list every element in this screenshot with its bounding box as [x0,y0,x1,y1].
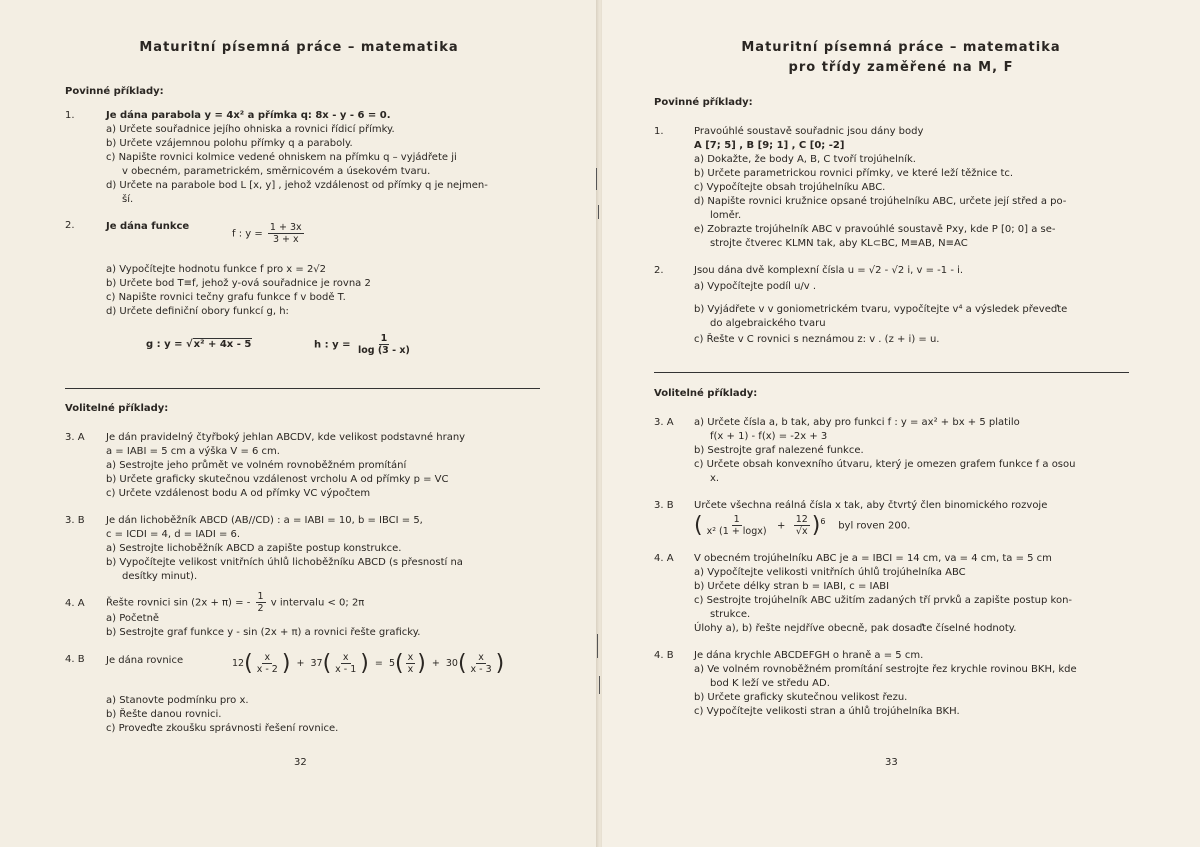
margin-mark [599,676,600,694]
exercise-line: f(x + 1) - f(x) = -2x + 3 [710,431,828,442]
exercise-line: a) Stanovte podmínku pro x. [106,695,249,706]
exercise-line: Je dána funkce [106,221,190,232]
exercise-line: a) Vypočítejte velikosti vnitřních úhlů trojúhelníka ABC [694,567,966,578]
exercise-line: b) Určete vzájemnou polohu přímky q a paraboly. [106,138,353,149]
exercise-line: loměr. [710,210,742,221]
exercise-line: desítky minut). [122,571,198,582]
exercise-line: b) Určete délky stran b = IABI, c = IABI [694,581,890,592]
equation-text: Řešte rovnici sin (2x + π) = - [106,597,251,609]
section-divider [65,388,540,389]
exercise-number: 1. [654,126,664,137]
optional-heading: Volitelné příklady: [654,388,758,399]
equation-text: byl roven 200. [838,520,911,532]
exercise-line: a) Početně [106,613,160,624]
exercise-line: a) Dokažte, že body A, B, C tvoří trojúhelník. [694,154,916,165]
page-subtitle: pro třídy zaměřené na M, F [788,60,1014,75]
exercise-line: c) Proveďte zkoušku správnosti řešení rovnice. [106,723,339,734]
exercise-line [106,591,364,614]
fraction-denominator: √x [795,526,808,537]
fraction-numerator: x [478,652,484,663]
exercise-line: b) Vypočítejte velikost vnitřních úhlů lichoběžníku ABCD (s přesností na [106,557,463,568]
fraction-denominator: x² (1 + logx) [706,526,767,537]
exercise-line: c) Vypočítejte obsah trojúhelníku ABC. [694,182,886,193]
left-page [0,0,598,847]
exercise-line: Je dán lichoběžník ABCD (AB//CD) : a = IABI = 10, b = IBCI = 5, [106,515,423,526]
exercise-line: do algebraického tvaru [710,318,826,329]
exercise-line: ší. [122,194,134,205]
binomial-expression: ( $\frac{1}{\text{x² (1 + logx)}}$ + $\frac{12}{√x}$ )$^6$ byl roven 200. [694,513,911,538]
exercise-line: strojte čtverec KLMN tak, aby KL⊂BC, M≡AB, N≡AC [710,238,968,249]
fraction-numerator: 1 + 3x [269,222,302,233]
page-title: Maturitní písemná práce – matematika [139,40,459,55]
exercise-line: a) Sestrojte jeho průmět ve volném rovnoběžném promítání [106,460,407,471]
exercise-line: a) Sestrojte lichoběžník ABCD a zapište postup konstrukce. [106,543,402,554]
radicand: x² + 4x - 5 [193,339,252,350]
exercise-line: a = IABI = 5 cm a výška V = 6 cm. [106,446,280,457]
exercise-line: c) Napište rovnici tečny grafu funkce f v bodě T. [106,292,346,303]
exercise-line: Je dána rovnice [106,655,184,666]
exercise-line: d) Určete definiční obory funkcí g, h: [106,306,289,317]
formula-prefix: f : y = [232,228,263,240]
exercise-line: b) Určete graficky skutečnou vzdálenost vrcholu A od přímky p = VC [106,474,449,485]
coefficient: 12 [232,658,245,669]
formula-h [314,333,414,356]
fraction-numerator: 1 [257,591,264,602]
exercise-line: b) Sestrojte graf nalezené funkce. [694,445,864,456]
formula-prefix: g : y = [146,339,183,350]
fraction-numerator: x [342,652,349,663]
exercise-line: a) Ve volném rovnoběžném promítání sestrojte řez krychle rovinou BKH, kde [694,664,1077,675]
fraction-numerator: x [264,652,271,663]
exercise-line: b) Sestrojte graf funkce y - sin (2x + π) a rovnici řešte graficky. [106,627,421,638]
exercise-line: Je dán pravidelný čtyřboký jehlan ABCDV, kde velikost podstavné hrany [106,432,466,443]
exercise-line: c) Řešte v C rovnici s neznámou z: v . (z + i) = u. [694,334,940,345]
exercise-line: e) Zobrazte trojúhelník ABC v pravoúhlé soustavě Pxy, kde P [0; 0] a se- [694,224,1056,235]
exercise-number: 4. A [65,598,85,609]
exercise-number: 4. A [654,553,674,564]
fraction-numerator: 12 [795,514,808,525]
fraction-denominator: x [407,664,414,675]
coefficient: 37 [310,658,323,669]
exercise-line: Určete všechna reálná čísla x tak, aby čtvrtý člen binomického rozvoje [694,500,1048,511]
exercise-line: c) Vypočítejte velikosti stran a úhlů trojúhelníka BKH. [694,706,960,717]
exercise-number: 3. A [65,432,85,443]
exercise-line: c) Určete obsah konvexního útvaru, který je omezen grafem funkce f a osou [694,459,1076,470]
exercise-line: c) Sestrojte trojúhelník ABC užitím zadaných tří prvků a zapište postup kon- [694,595,1073,606]
exercise-line: a) Určete souřadnice jejího ohniska a rovnici řídicí přímky. [106,124,395,135]
exercise-line: b) Určete graficky skutečnou velikost řezu. [694,692,908,703]
fraction-numerator: 1 [733,514,740,525]
exercise-line: b) Vyjádřete v v goniometrickém tvaru, vypočítejte v⁴ a výsledek převeďte [694,304,1068,315]
exercise-line: a) Vypočítejte hodnotu funkce f pro x = 2√2 [106,264,327,275]
margin-mark [596,168,597,190]
exercise-line: c = ICDI = 4, d = IADI = 6. [106,529,241,540]
exercise-line: b) Určete bod T≡f, jehož y-ová souřadnice je rovna 2 [106,278,371,289]
exercise-line: A [7; 5] , B [9; 1] , C [0; -2] [694,140,845,151]
exercise-line: Je dána parabola y = 4x² a přímka q: 8x - y - 6 = 0. [106,110,391,121]
exercise-line: d) Určete na parabole bod L [x, y] , jehož vzdálenost od přímky q je nejmen- [106,180,488,191]
exercise-number: 3. B [65,515,85,526]
exercise-line: v obecném, parametrickém, směrnicovém a úsekovém tvaru. [122,166,431,177]
exercise-line: a) Vypočítejte podíl u/v . [694,281,817,292]
page-number: 32 [294,757,307,768]
fraction-numerator: 1 [380,333,388,344]
exercise-line: x. [710,473,720,484]
exercise-line: c) Napište rovnici kolmice vedené ohniskem na přímku q – vyjádřete ji [106,152,457,163]
exercise-line: V obecném trojúhelníku ABC je a = IBCI = 14 cm, va = 4 cm, ta = 5 cm [694,553,1052,564]
formula-g: g : y = √x² + 4x - 5 [146,339,252,350]
fraction-denominator: log (3 - x) [357,345,410,356]
exercise-line: Pravoúhlé soustavě souřadnic jsou dány body [694,126,924,137]
exercise-number: 4. B [654,650,674,661]
fraction-numerator: x [407,652,414,663]
exercise-number: 2. [654,265,664,276]
exercise-line: a) Určete čísla a, b tak, aby pro funkci f : y = ax² + bx + 5 platilo [694,417,1020,428]
mandatory-heading: Povinné příklady: [65,86,164,97]
fraction-denominator: x - 1 [335,664,357,675]
page-number: 33 [885,757,898,768]
page-title: Maturitní písemná práce – matematika [741,40,1061,55]
exercise-line: Úlohy a), b) řešte nejdříve obecně, pak dosaďte číselné hodnoty. [694,623,1017,634]
mandatory-heading: Povinné příklady: [654,97,753,108]
coefficient: 30 [445,658,458,669]
exercise-line: bod K leží ve středu AD. [710,678,830,689]
exercise-number: 3. B [654,500,674,511]
formula-prefix: h : y = [314,339,351,351]
exercise-line: Jsou dána dvě komplexní čísla u = √2 - √2 i, v = -1 - i. [694,265,964,276]
exercise-line: Je dána krychle ABCDEFGH o hraně a = 5 cm. [694,650,924,661]
optional-heading: Volitelné příklady: [65,403,169,414]
equation-text: v intervalu < 0; 2π [270,597,365,609]
right-page [602,0,1200,847]
equation-4b: 12( $\frac{x}{x - 2}$ ) + 37( $\frac{x}{x - 1}$ ) = 5( $\frac{x}{x}$ ) + 30( $\frac{x}{x - 3}$ ) [232,651,505,676]
formula-f [232,222,306,245]
section-divider [654,372,1129,373]
fraction-denominator: 3 + x [272,234,299,245]
fraction-denominator: x - 2 [256,664,278,675]
fraction-denominator: x - 3 [470,664,492,675]
coefficient: 5 [388,658,395,669]
exercise-line: strukce. [710,609,751,620]
exercise-line: b) Určete parametrickou rovnici přímky, ve které leží těžnice tc. [694,168,1014,179]
exercise-number: 3. A [654,417,674,428]
exercise-line: c) Určete vzdálenost bodu A od přímky VC výpočtem [106,488,371,499]
exercise-number: 4. B [65,654,85,665]
exercise-number: 2. [65,220,75,231]
exercise-number: 1. [65,110,75,121]
margin-mark [597,634,598,658]
exponent: 6 [820,517,826,527]
exercise-line: b) Řešte danou rovnici. [106,709,222,720]
exercise-line: d) Napište rovnici kružnice opsané trojúhelníku ABC, určete její střed a po- [694,196,1067,207]
fraction-denominator: 2 [257,603,264,614]
margin-mark [598,205,599,219]
